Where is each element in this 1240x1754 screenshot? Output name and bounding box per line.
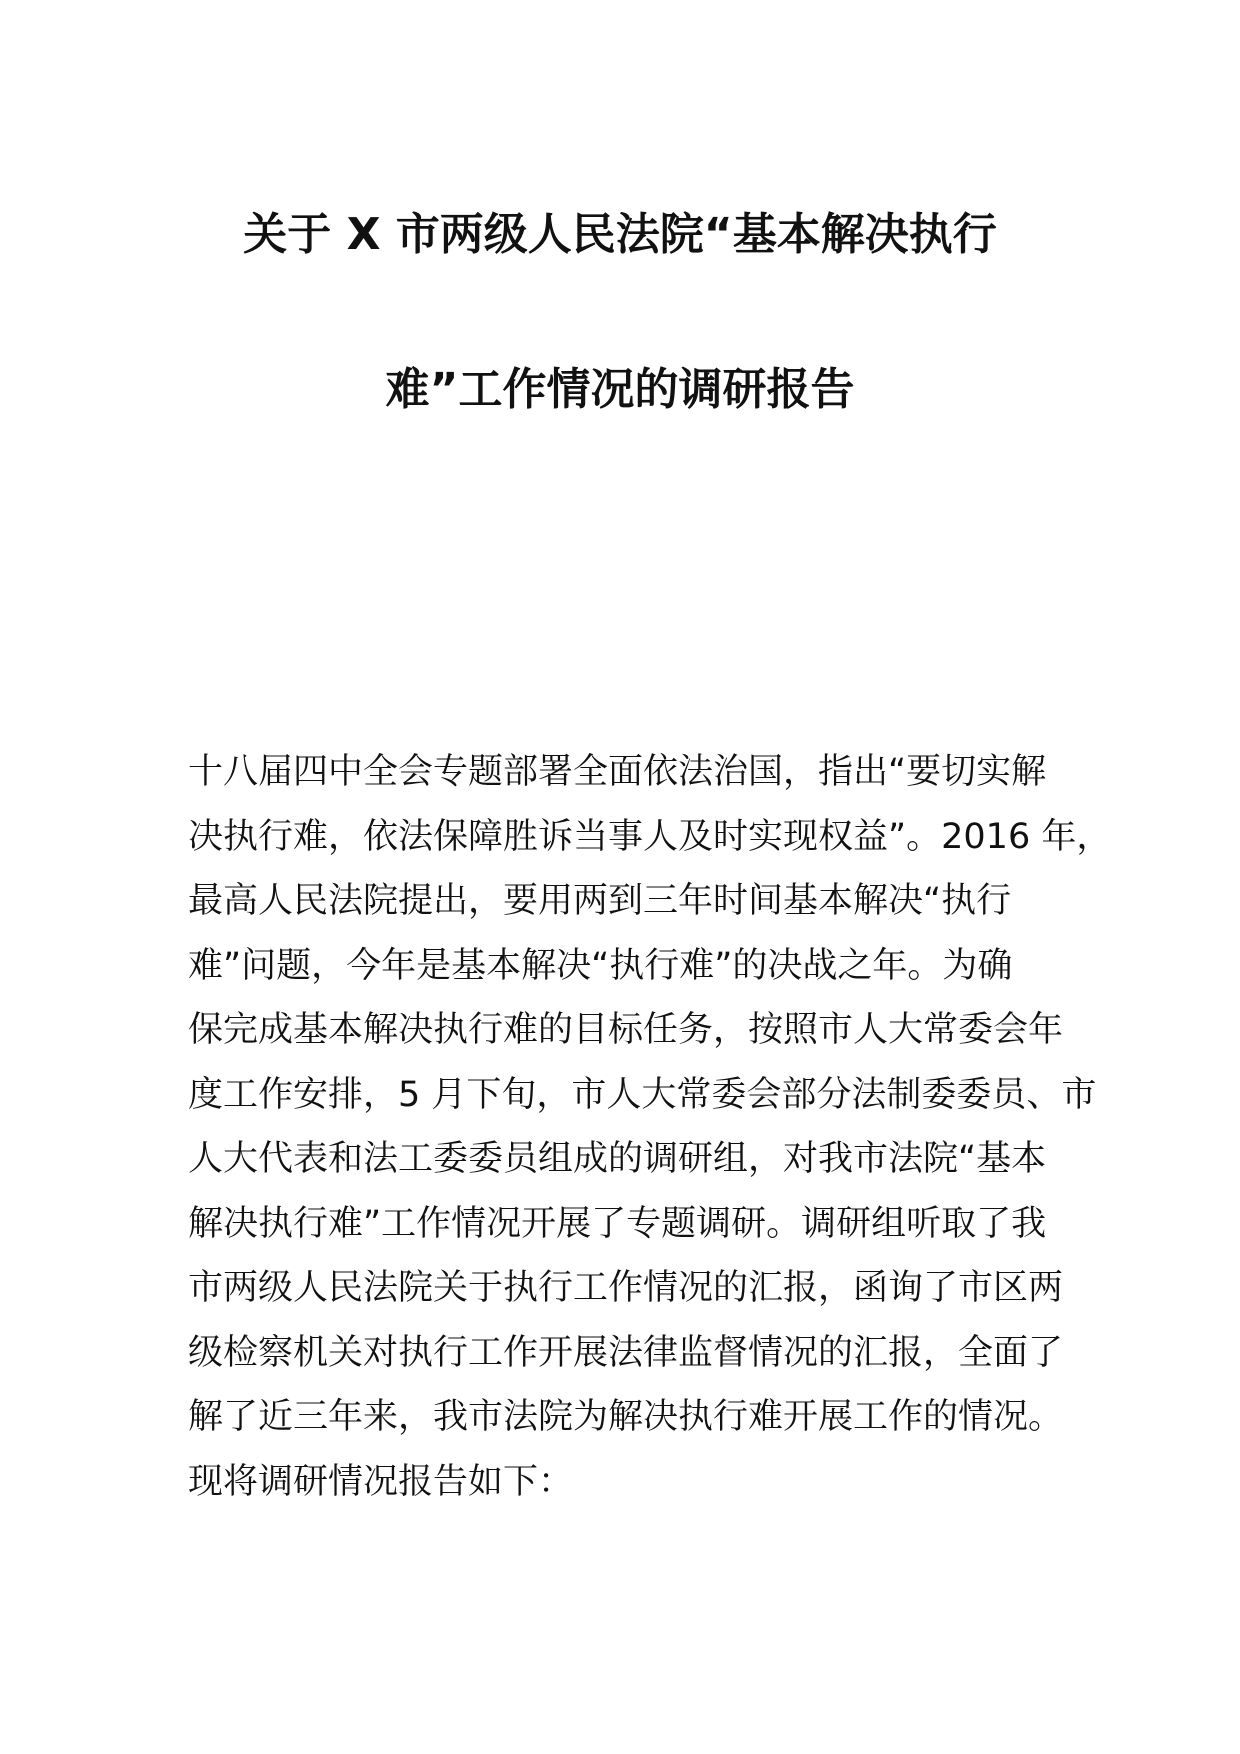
body-line: 十八届四中全会专题部署全面依法治国，指出“要切实解 — [188, 752, 1047, 792]
body-line: 市两级人民法院关于执行工作情况的汇报，函询了市区两 — [188, 1268, 1064, 1308]
body-line: 度工作安排，5 月下旬，市人大常委会部分法制委委员、市 — [188, 1074, 1097, 1115]
document-title-line-1: 关于 X 市两级人民法院“基本解决执行 — [243, 209, 997, 260]
body-line: 解决执行难”工作情况开展了专题调研。调研组听取了我 — [188, 1203, 1047, 1244]
document-title-line-2: 难”工作情况的调研报告 — [385, 364, 855, 415]
body-line: 现将调研情况报告如下： — [188, 1461, 574, 1502]
body-line: 难”问题，今年是基本解决“执行难”的决战之年。为确 — [188, 945, 1013, 986]
body-line: 最高人民法院提出，要用两到三年时间基本解决“执行 — [188, 881, 1012, 921]
body-line: 人大代表和法工委委员组成的调研组，对我市法院“基本 — [188, 1139, 1047, 1179]
body-line: 保完成基本解决执行难的目标任务，按照市人大常委会年 — [188, 1010, 1064, 1050]
body-line: 解了近三年来，我市法院为解决执行难开展工作的情况。 — [188, 1397, 1064, 1437]
document-body-paragraph — [188, 740, 1112, 1514]
body-line: 级检察机关对执行工作开展法律监督情况的汇报，全面了 — [188, 1332, 1064, 1373]
body-line: 决执行难，依法保障胜诉当事人及时实现权益”。2016 年， — [188, 816, 1112, 857]
